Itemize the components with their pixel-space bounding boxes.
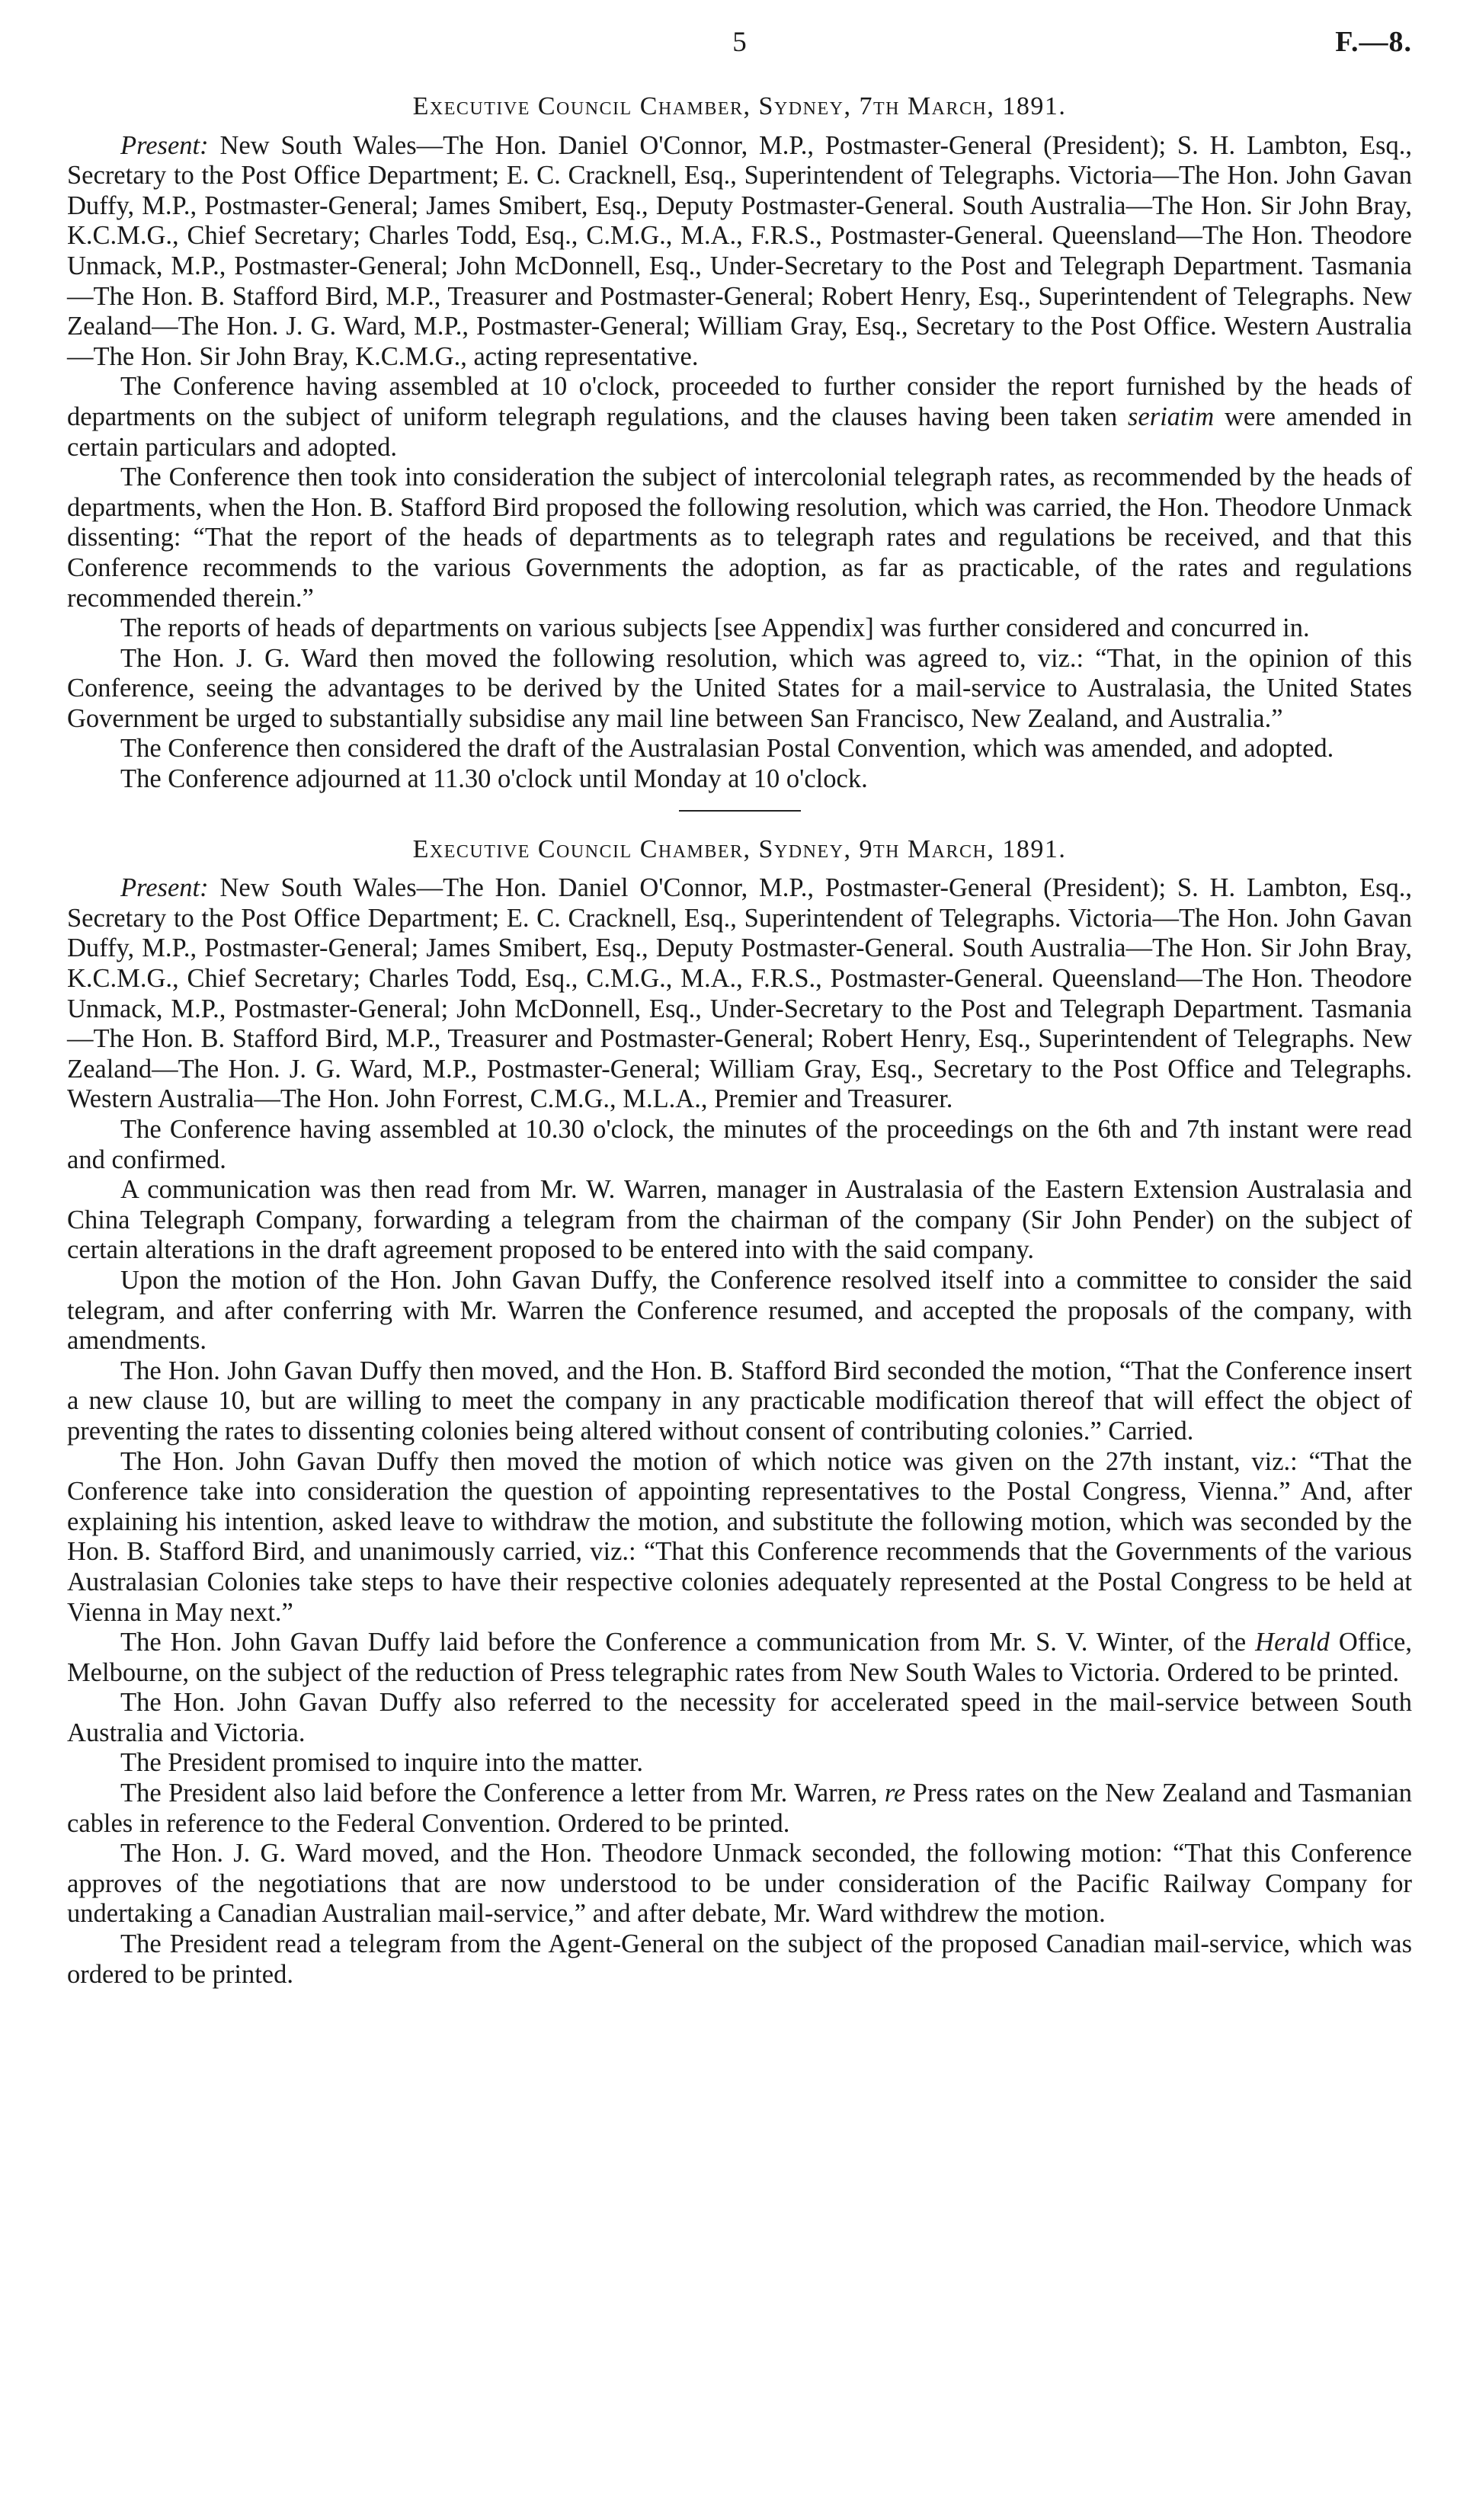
italic-term: seriatim bbox=[1128, 402, 1215, 431]
page-number: 5 bbox=[732, 27, 747, 58]
italic-term: Herald bbox=[1255, 1628, 1330, 1657]
present-label: Present: bbox=[120, 873, 209, 903]
minutes-paragraph: The Hon. J. G. Ward then moved the following resolution, which was agreed to, viz.: “That, in the opinion of this Conference, seeing the advantages to be derived by the United States for a mail-service to Australasia, the United States Government be urged to substantially subsidise any mail line between San Francisco, New Zealand, and Australia.” bbox=[67, 643, 1412, 733]
present-text: New South Wales—The Hon. Daniel O'Connor, M.P., Postmaster-General (President); S. H. Lambton, Esq., Secretary to the Post Office Department; E. C. Cracknell, Esq., Superintendent of Telegraphs. Victoria—The Hon. John Gavan Duffy, M.P., Postmaster-General; James Smibert, Esq., Deputy Postmaster-General. South Australia—The Hon. Sir John Bray, K.C.M.G., Chief Secretary; Charles Todd, Esq., C.M.G., M.A., F.R.S., Postmaster-General. Queensland—The Hon. Theodore Unmack, M.P., Postmaster-General; John McDonnell, Esq., Under-Secretary to the Post and Telegraph Department. Tasmania—The Hon. B. Stafford Bird, M.P., Treasurer and Postmaster-General; Robert Henry, Esq., Superintendent of Telegraphs. New Zealand—The Hon. J. G. Ward, M.P., Postmaster-General; William Gray, Esq., Secretary to the Post Office. Western Australia—The Hon. Sir John Bray, K.C.M.G., acting representative. bbox=[67, 130, 1412, 371]
document-page bbox=[67, 21, 1412, 1990]
minutes-paragraph: A communication was then read from Mr. W. Warren, manager in Australasia of the Eastern Extension Australasia and China Telegraph Company, forwarding a telegram from the chairman of the company (Sir John Pender) on the subject of certain alterations in the draft agreement proposed to be entered into with the said company. bbox=[67, 1175, 1412, 1265]
meeting-7th-march bbox=[67, 91, 1412, 795]
minutes-paragraph: The President promised to inquire into the matter. bbox=[120, 1748, 644, 1778]
minutes-paragraph: The Conference having assembled at 10 o'clock, proceeded to further consider the report furnished by the heads of departments on the subject of uniform telegraph regulations, and the clauses having been taken seriatim were amended in certain particulars and adopted. bbox=[67, 372, 1412, 462]
present-text: New South Wales—The Hon. Daniel O'Connor, M.P., Postmaster-General (President); S. H. Lambton, Esq., Secretary to the Post Office Department; E. C. Cracknell, Esq., Superintendent of Telegraphs. Victoria—The Hon. John Gavan Duffy, M.P., Postmaster-General; James Smibert, Esq., Deputy Postmaster-General. South Australia—The Hon. Sir John Bray, K.C.M.G., Chief Secretary; Charles Todd, Esq., C.M.G., M.A., F.R.S., Postmaster-General. Queensland—The Hon. Theodore Unmack, M.P., Postmaster-General; John McDonnell, Esq., Under-Secretary to the Post and Telegraph Department. Tasmania—The Hon. B. Stafford Bird, M.P., Treasurer and Postmaster-General; Robert Henry, Esq., Superintendent of Telegraphs. New Zealand—The Hon. J. G. Ward, M.P., Postmaster-General; William Gray, Esq., Secretary to the Post Office and Telegraphs. Western Australia—The Hon. John Forrest, C.M.G., M.L.A., Premier and Treasurer. bbox=[67, 873, 1412, 1114]
minutes-paragraph: The Conference then considered the draft of the Australasian Postal Convention, which was amended, and adopted. bbox=[120, 734, 1334, 764]
meeting-heading: Executive Council Chamber, Sydney, 7th March, 1891. bbox=[412, 92, 1067, 120]
minutes-paragraph: The Conference adjourned at 11.30 o'clock until Monday at 10 o'clock. bbox=[120, 764, 868, 794]
document-reference: F.—8. bbox=[1335, 26, 1412, 58]
section-divider bbox=[679, 810, 801, 812]
minutes-paragraph: The Conference having assembled at 10.30 o'clock, the minutes of the proceedings on the 6th and 7th instant were read and confirmed. bbox=[67, 1115, 1412, 1174]
minutes-paragraph: The Hon. John Gavan Duffy then moved the motion of which notice was given on the 27th instant, viz.: “That the Conference take into consideration the question of appointing representatives to the Postal Congress, Vienna.” And, after explaining his intention, asked leave to withdraw the motion, and substitute the following motion, which was seconded by the Hon. B. Stafford Bird, and unanimously carried, viz.: “That this Conference recommends that the Governments of the various Australasian Colonies take steps to have their respective colonies adequately represented at the Postal Congress to be held at Vienna in May next.” bbox=[67, 1446, 1412, 1627]
present-label: Present: bbox=[120, 130, 209, 160]
meeting-heading: Executive Council Chamber, Sydney, 9th March, 1891. bbox=[412, 834, 1067, 863]
minutes-paragraph: The Hon. John Gavan Duffy laid before the Conference a communication from Mr. S. V. Winter, of the Herald Office, Melbourne, on the subject of the reduction of Press telegraphic rates from New South Wales to Victoria. Ordered to be printed. bbox=[67, 1628, 1412, 1687]
minutes-paragraph: The Conference then took into consideration the subject of intercolonial telegraph rates, as recommended by the heads of departments, when the Hon. B. Stafford Bird proposed the following resolution, which was carried, the Hon. Theodore Unmack dissenting: “That the report of the heads of departments as to telegraph rates and regulations be received, and that this Conference recommends to the various Governments the adoption, as far as practicable, of the rates and regulations recommended therein.” bbox=[67, 463, 1412, 613]
present-paragraph bbox=[67, 873, 1412, 1115]
minutes-paragraph: Upon the motion of the Hon. John Gavan Duffy, the Conference resolved itself into a committee to consider the said telegram, and after conferring with Mr. Warren the Conference resumed, and accepted the proposals of the company, with amendments. bbox=[67, 1265, 1412, 1356]
minutes-paragraph: The Hon. J. G. Ward moved, and the Hon. Theodore Unmack seconded, the following motion: “That this Conference approves of the negotiations that are now understood to be under consideration of the Pacific Railway Company for undertaking a Canadian Australian mail-service,” and after debate, Mr. Ward withdrew the motion. bbox=[67, 1839, 1412, 1929]
minutes-paragraph: The President read a telegram from the Agent-General on the subject of the proposed Canadian mail-service, which was ordered to be printed. bbox=[67, 1929, 1412, 1989]
present-paragraph bbox=[67, 131, 1412, 373]
minutes-paragraph: The reports of heads of departments on various subjects [see Appendix] was further considered and concurred in. bbox=[120, 613, 1310, 643]
minutes-paragraph: The Hon. John Gavan Duffy then moved, and the Hon. B. Stafford Bird seconded the motion, “That the Conference insert a new clause 10, but are willing to meet the company in any practicable modification thereof that will effect the object of preventing the rates to dissenting colonies being altered without consent of contributing colonies.” Carried. bbox=[67, 1356, 1412, 1446]
italic-term: re bbox=[884, 1779, 906, 1808]
minutes-paragraph: The President also laid before the Conference a letter from Mr. Warren, re Press rates on the New Zealand and Tasmanian cables in reference to the Federal Convention. Ordered to be printed. bbox=[67, 1779, 1412, 1838]
page-header bbox=[67, 21, 1412, 69]
meeting-9th-march bbox=[67, 834, 1412, 1990]
minutes-paragraph: The Hon. John Gavan Duffy also referred to the necessity for accelerated speed in the mail-service between South Australia and Victoria. bbox=[67, 1688, 1412, 1747]
